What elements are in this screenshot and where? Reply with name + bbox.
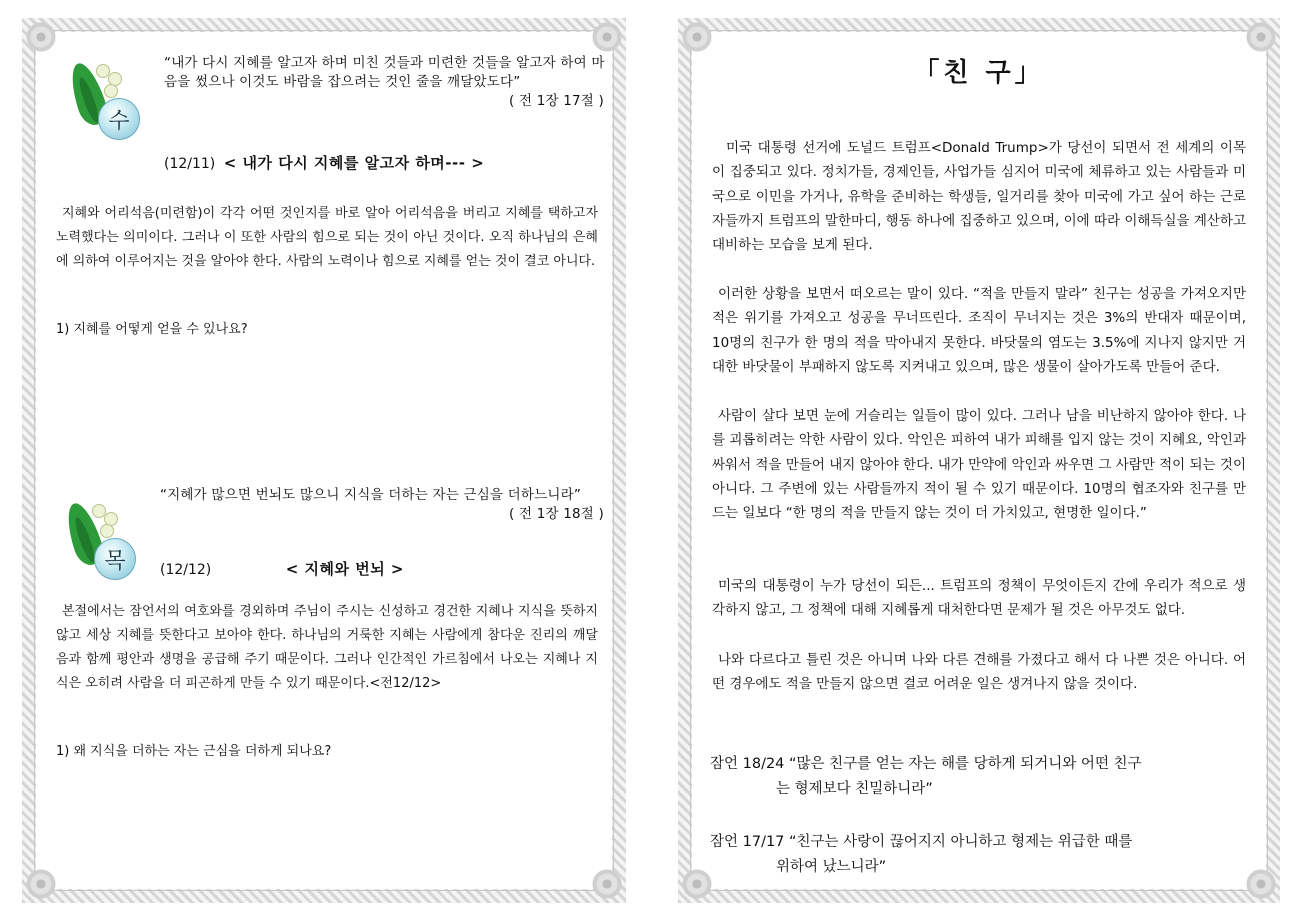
devotion-body: 지혜와 어리석음(미련함)이 각각 어떤 것인지를 바로 알아 어리석음을 버리고 지혜를 택하고자 노력했다는 의미이다. 그러나 이 또한 사람의 힘으로 되는 것이 아닌 것이다. 오직 하나님의 은혜에 의하여 이루어지는 것을 알아야 한다. 사람의 노력이나 힘으로 지혜를 얻는 것이 결코 아니다. xyxy=(56,206,598,269)
devotion-heading xyxy=(160,558,610,579)
proverb-quote xyxy=(710,752,1248,802)
left-content xyxy=(46,34,605,887)
verse-reference: ( 전 1장 17절 ) xyxy=(509,93,604,109)
proverb-text: “많은 친구를 얻는 자는 해를 당하게 되거니와 어떤 친구 xyxy=(789,756,1142,772)
right-page xyxy=(678,18,1280,903)
essay-title: 「친 구」 xyxy=(913,58,1045,88)
verse-quote: “지혜가 많으면 번뇌도 많으니 지식을 더하는 자는 근심을 더하느니라” xyxy=(160,487,582,503)
verse-reference: ( 전 1장 18절 ) xyxy=(509,506,604,522)
essay-paragraph: 나와 다르다고 틀린 것은 아니며 나와 다른 견해를 가졌다고 해서 다 나쁜 것은 아니다. 어떤 경우에도 적을 만들지 않으면 결코 어려운 일은 생겨나지 않을 것이다. xyxy=(712,652,1246,693)
reflection-question: 1) 왜 지식을 더하는 자는 근심을 더하게 되나요? xyxy=(56,744,332,759)
reflection-question: 1) 지혜를 어떻게 얻을 수 있나요? xyxy=(56,322,248,337)
proverb-text-continued: 위하여 났느니라” xyxy=(776,859,887,875)
day-badge: 목 xyxy=(94,538,136,580)
proverb-text: “친구는 사랑이 끊어지지 아니하고 형제는 위급한 때를 xyxy=(789,834,1133,850)
verse-text xyxy=(164,54,610,111)
essay-paragraph: 사람이 살다 보면 눈에 거슬리는 일들이 많이 있다. 그러나 남을 비난하지 않아야 한다. 나를 괴롭히려는 악한 사람이 있다. 악인은 피하여 내가 피해를 입지 않는 것이 지혜요, 악인과 싸워서 적을 만들어 내지 않아야 한다. 내가 만약에 악인과 싸우면 그 사람만 적이 되는 것이 아니다. 그 주변에 있는 사람들까지 적이 될 수 있기 때문이다. 10명의 협조자와 친구를 만드는 일보다 “한 명의 적을 만들지 않는 것이 더 가치있고, 현명한 일이다.” xyxy=(712,408,1246,522)
devotion-subtitle: < 내가 다시 지혜를 알고자 하며--- > xyxy=(223,154,485,172)
proverb-reference: 잠언 18/24 xyxy=(710,756,785,772)
proverb-reference: 잠언 17/17 xyxy=(710,834,785,850)
essay-paragraph: 미국 대통령 선거에 도널드 트럼프<Donald Trump>가 당선이 되면서 전 세계의 이목이 집중되고 있다. 정치가들, 경제인들, 사업가들 심지어 미국에 체류하고 있는 사람들과 미국으로 이민을 가거나, 유학을 준비하는 학생들, 일거리를 찾아 미국에 가고 싶어 하는 근로자들까지 트럼프의 말한마디, 행동 하나에 집중하고 있으며, 이에 따라 이해득실을 계산하고 대비하는 모습을 보게 된다. xyxy=(712,140,1247,254)
proverb-quote xyxy=(710,830,1248,880)
devotion-body: 본절에서는 잠언서의 여호와를 경외하며 주님이 주시는 신성하고 경건한 지혜나 지식을 뜻하지 않고 세상 지혜를 뜻한다고 보아야 한다. 하나님의 거룩한 지혜는 사람에게 참다운 진리의 깨달음과 함께 평안과 생명을 공급해 주기 때문이다. 그러나 인간적인 가르침에서 나오는 지혜나 지식은 오히려 사람을 더 피곤하게 만들 수 있기 때문이다.<전12/12> xyxy=(56,604,598,691)
devotion-date: (12/12) xyxy=(160,562,212,578)
devotion-subtitle: < 지혜와 번뇌 > xyxy=(285,560,404,578)
devotion-heading xyxy=(164,152,610,173)
lily-emblem-icon xyxy=(62,496,138,582)
devotion-date: (12/11) xyxy=(164,156,216,172)
essay-paragraph: 이러한 상황을 보면서 떠오르는 말이 있다. “적을 만들지 말라” 친구는 성공을 가져오지만 적은 위기를 가져오고 성공을 무너뜨린다. 조직이 무너지는 것은 3%의 반대자 때문이며, 10명의 친구가 한 명의 적을 막아내지 못한다. 바닷물의 염도는 3.5%에 지나지 않지만 거대한 바닷물이 부패하지 않도록 지켜내고 있으며, 많은 생물이 살아가도록 만들어 준다. xyxy=(712,286,1246,375)
lily-emblem-icon xyxy=(66,56,142,142)
essay-paragraph: 미국의 대통령이 누가 당선이 되든... 트럼프의 정책이 무엇이든지 간에 우리가 적으로 생각하지 않고, 그 정책에 대해 지혜롭게 대처한다면 문제가 될 것은 아무것도 없다. xyxy=(712,578,1246,619)
day-badge: 수 xyxy=(98,98,140,140)
left-page xyxy=(22,18,626,903)
right-content xyxy=(702,34,1256,887)
verse-quote: “내가 다시 지혜를 알고자 하며 미친 것들과 미련한 것들을 알고자 하여 마음을 썼으나 이것도 바람을 잡으려는 것인 줄을 깨달았도다” xyxy=(164,55,605,90)
proverb-text-continued: 는 형제보다 친밀하니라” xyxy=(776,781,933,797)
verse-text xyxy=(160,486,610,524)
